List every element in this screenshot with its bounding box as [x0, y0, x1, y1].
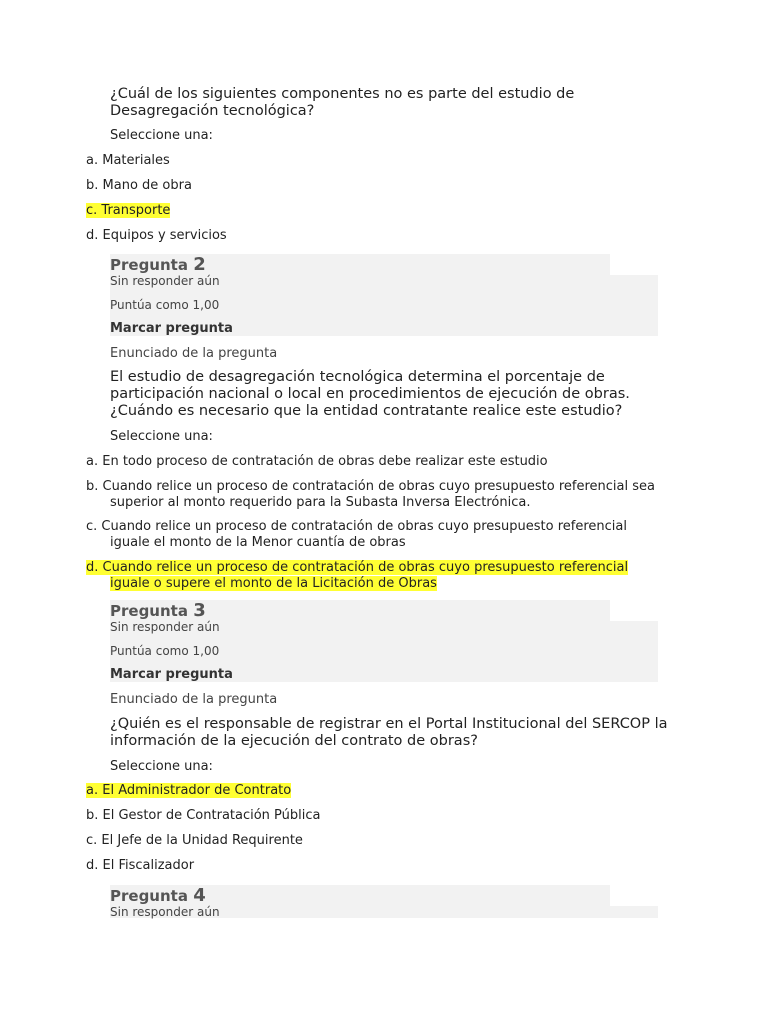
q3-option-d-text: d. El Fiscalizador: [86, 858, 195, 873]
q2-option-a-text: a. En todo proceso de contratación de obras debe realizar este estudio: [86, 454, 548, 469]
q1-option-a-text: a. Materiales: [86, 153, 170, 168]
q3-flag-question[interactable]: Marcar pregunta: [110, 667, 233, 682]
q3-option-c-text: c. El Jefe de la Unidad Requirente: [86, 833, 303, 848]
q3-option-a[interactable]: [86, 783, 291, 799]
q1-text-line2: Desagregación tecnológica?: [110, 103, 315, 119]
q2-score: Puntúa como 1,00: [110, 298, 220, 312]
q3-option-c[interactable]: [86, 833, 303, 849]
q4-status: Sin responder aún: [110, 905, 220, 919]
q2-option-d[interactable]: [86, 560, 628, 592]
q2-option-b-line2: superior al monto requerido para la Subasta Inversa Electrónica.: [110, 495, 531, 510]
q1-option-c[interactable]: [86, 203, 170, 219]
q1-option-b[interactable]: [86, 178, 192, 194]
q2-status: Sin responder aún: [110, 274, 220, 288]
q4-header-label: Pregunta: [110, 887, 188, 905]
q3-option-b-text: b. El Gestor de Contratación Pública: [86, 808, 321, 823]
q2-option-d-line1: d. Cuando relice un proceso de contratación de obras cuyo presupuesto referencial: [86, 560, 629, 575]
q1-option-b-text: b. Mano de obra: [86, 178, 192, 193]
q2-option-d-line2: iguale o supere el monto de la Licitación de Obras: [110, 576, 437, 591]
q1-option-d-text: d. Equipos y servicios: [86, 228, 227, 243]
q3-text-line1: ¿Quién es el responsable de registrar en el Portal Institucional del SERCOP la: [110, 716, 668, 732]
q2-statement-label: Enunciado de la pregunta: [110, 346, 278, 361]
q2-text-line3: ¿Cuándo es necesario que la entidad contratante realice este estudio?: [110, 403, 623, 419]
q3-text-line2: información de la ejecución del contrato de obras?: [110, 733, 478, 749]
q2-text-line1: El estudio de desagregación tecnológica determina el porcentaje de: [110, 369, 605, 385]
q3-header-title: [110, 602, 206, 620]
q2-option-b[interactable]: [86, 479, 655, 511]
q2-option-c-line1: c. Cuando relice un proceso de contratación de obras cuyo presupuesto referencial: [86, 519, 627, 534]
q3-header-number: 3: [193, 600, 206, 621]
q3-option-b[interactable]: [86, 808, 321, 824]
q2-select-label: Seleccione una:: [110, 429, 213, 444]
q2-header-number: 2: [193, 254, 206, 275]
q3-text: [110, 716, 670, 750]
q2-text-line2: participación nacional o local en procedimientos de ejecución de obras.: [110, 386, 630, 402]
q3-select-label: Seleccione una:: [110, 759, 213, 774]
q3-statement-label: Enunciado de la pregunta: [110, 692, 278, 707]
q2-option-c[interactable]: [86, 519, 627, 551]
q2-header-title: [110, 256, 206, 274]
q2-flag-question[interactable]: Marcar pregunta: [110, 321, 233, 336]
q2-option-d-line2-wrap: [86, 576, 628, 592]
q1-text: [110, 86, 670, 120]
q1-option-a[interactable]: [86, 153, 170, 169]
q2-option-a[interactable]: [86, 454, 548, 470]
q4-header-number: 4: [193, 885, 206, 906]
q3-option-d[interactable]: [86, 858, 194, 874]
q2-option-b-line1: b. Cuando relice un proceso de contratación de obras cuyo presupuesto referencial sea: [86, 479, 655, 494]
q2-text: [110, 369, 670, 420]
q4-header-title: [110, 887, 206, 905]
q2-option-c-line2: iguale el monto de la Menor cuantía de obras: [110, 535, 406, 550]
q3-header-label: Pregunta: [110, 602, 188, 620]
q1-option-d[interactable]: [86, 228, 227, 244]
q3-option-a-text: a. El Administrador de Contrato: [86, 783, 292, 798]
q1-select-label: Seleccione una:: [110, 128, 213, 143]
q3-status: Sin responder aún: [110, 620, 220, 634]
q2-header-label: Pregunta: [110, 256, 188, 274]
q1-text-line1: ¿Cuál de los siguientes componentes no es parte del estudio de: [110, 86, 575, 102]
q3-score: Puntúa como 1,00: [110, 644, 220, 658]
q1-option-c-text: c. Transporte: [86, 203, 171, 218]
